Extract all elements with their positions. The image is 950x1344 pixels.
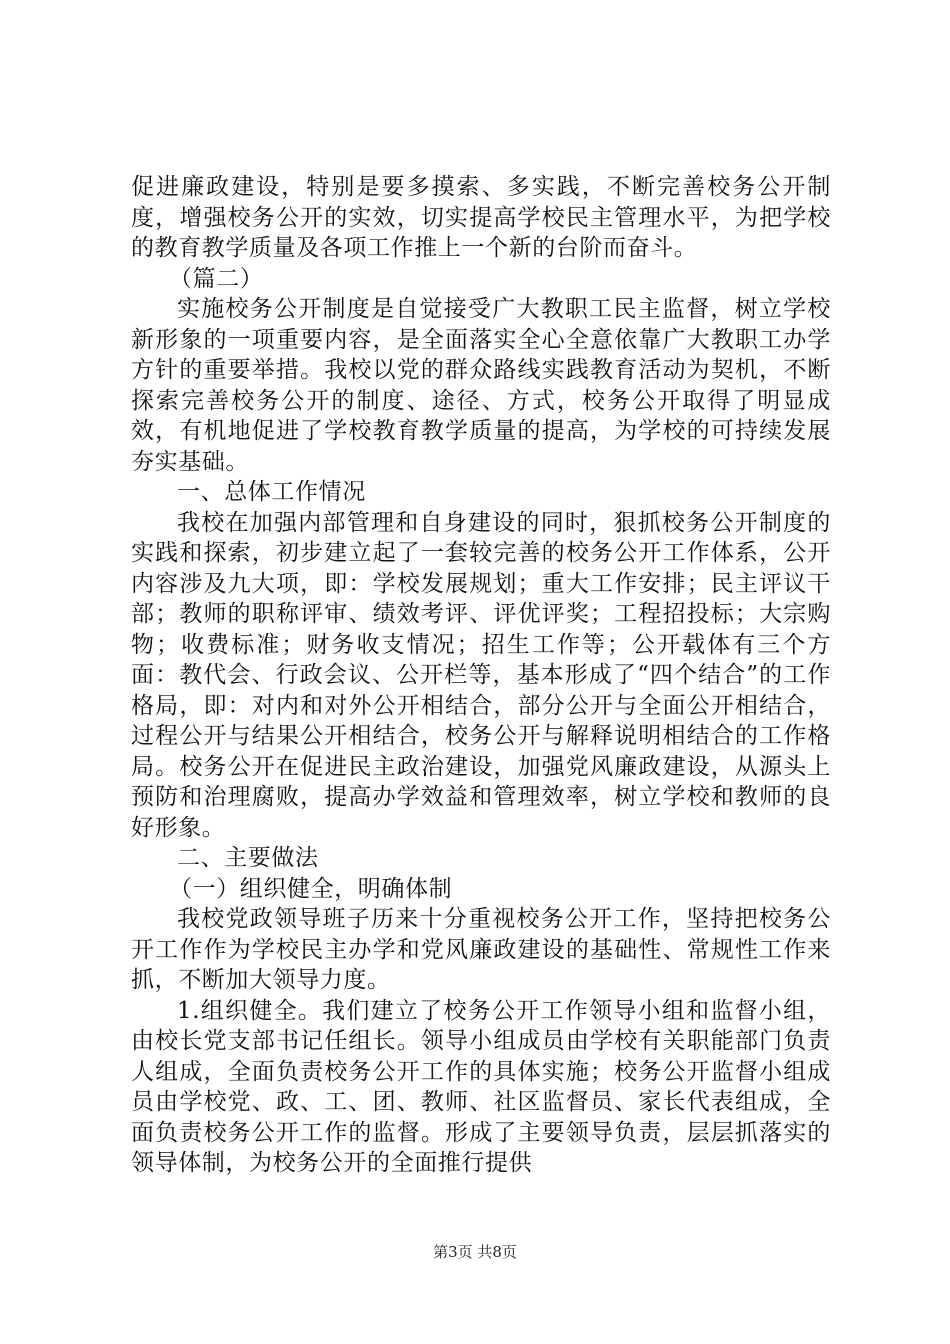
heading-overall-situation: 一、总体工作情况 bbox=[177, 479, 366, 505]
document-body bbox=[131, 172, 831, 1179]
heading-main-practices: 二、主要做法 bbox=[177, 845, 319, 871]
paragraph-organization-detail: 1.组织健全。我们建立了校务公开工作领导小组和监督小组，由校长党支部书记任组长。领导小组成员由学校有关职能部门负责人组成，全面负责校务公开工作的具体实施；校务公开监督小组成员由学校党、政、工、团、教师、社区监督员、家长代表组成，全面负责校务公开工作的监督。形成了主要领导负责，层层抓落实的领导体制，为校务公开的全面推行提供 bbox=[131, 997, 831, 1176]
section-label-part-two: （篇二） bbox=[169, 265, 264, 292]
paragraph-overall-situation: 我校在加强内部管理和自身建设的同时，狠抓校务公开制度的实践和探索，初步建立起了一套较完善的校务公开工作体系，公开内容涉及九大项，即：学校发展规划；重大工作安排；民主评议干部；教师的职称评审、绩效考评、评优评奖；工程招投标；大宗购物；收费标准；财务收支情况；招生工作等；公开载体有三个方面：教代会、行政会议、公开栏等，基本形成了“四个结合”的工作格局，即：对内和对外公开相结合，部分公开与全面公开相结合，过程公开与结果公开相结合，校务公开与解释说明相结合的工作格局。校务公开在促进民主政治建设，加强党风廉政建设，从源头上预防和治理腐败，提高办学效益和管理效率，树立学校和教师的良好形象。 bbox=[131, 509, 831, 841]
paragraph-intro: 实施校务公开制度是自觉接受广大教职工民主监督，树立学校新形象的一项重要内容，是全面落实全心全意依靠广大教职工办学方针的重要举措。我校以党的群众路线实践教育活动为契机，不断探索完善校务公开的制度、途径、方式，校务公开取得了明显成效，有机地促进了学校教育教学质量的提高，为学校的可持续发展夯实基础。 bbox=[131, 296, 831, 475]
page-footer: 第3页 共8页 bbox=[433, 1243, 517, 1261]
subheading-organization: （一）组织健全，明确体制 bbox=[169, 875, 453, 902]
paragraph-continuation: 促进廉政建设，特别是要多摸索、多实践，不断完善校务公开制度，增强校务公开的实效，切实提高学校民主管理水平，为把学校的教育教学质量及各项工作推上一个新的台阶而奋斗。 bbox=[131, 174, 831, 261]
paragraph-leadership: 我校党政领导班子历来十分重视校务公开工作，坚持把校务公开工作作为学校民主办学和党风廉政建设的基础性、常规性工作来抓，不断加大领导力度。 bbox=[131, 906, 831, 993]
